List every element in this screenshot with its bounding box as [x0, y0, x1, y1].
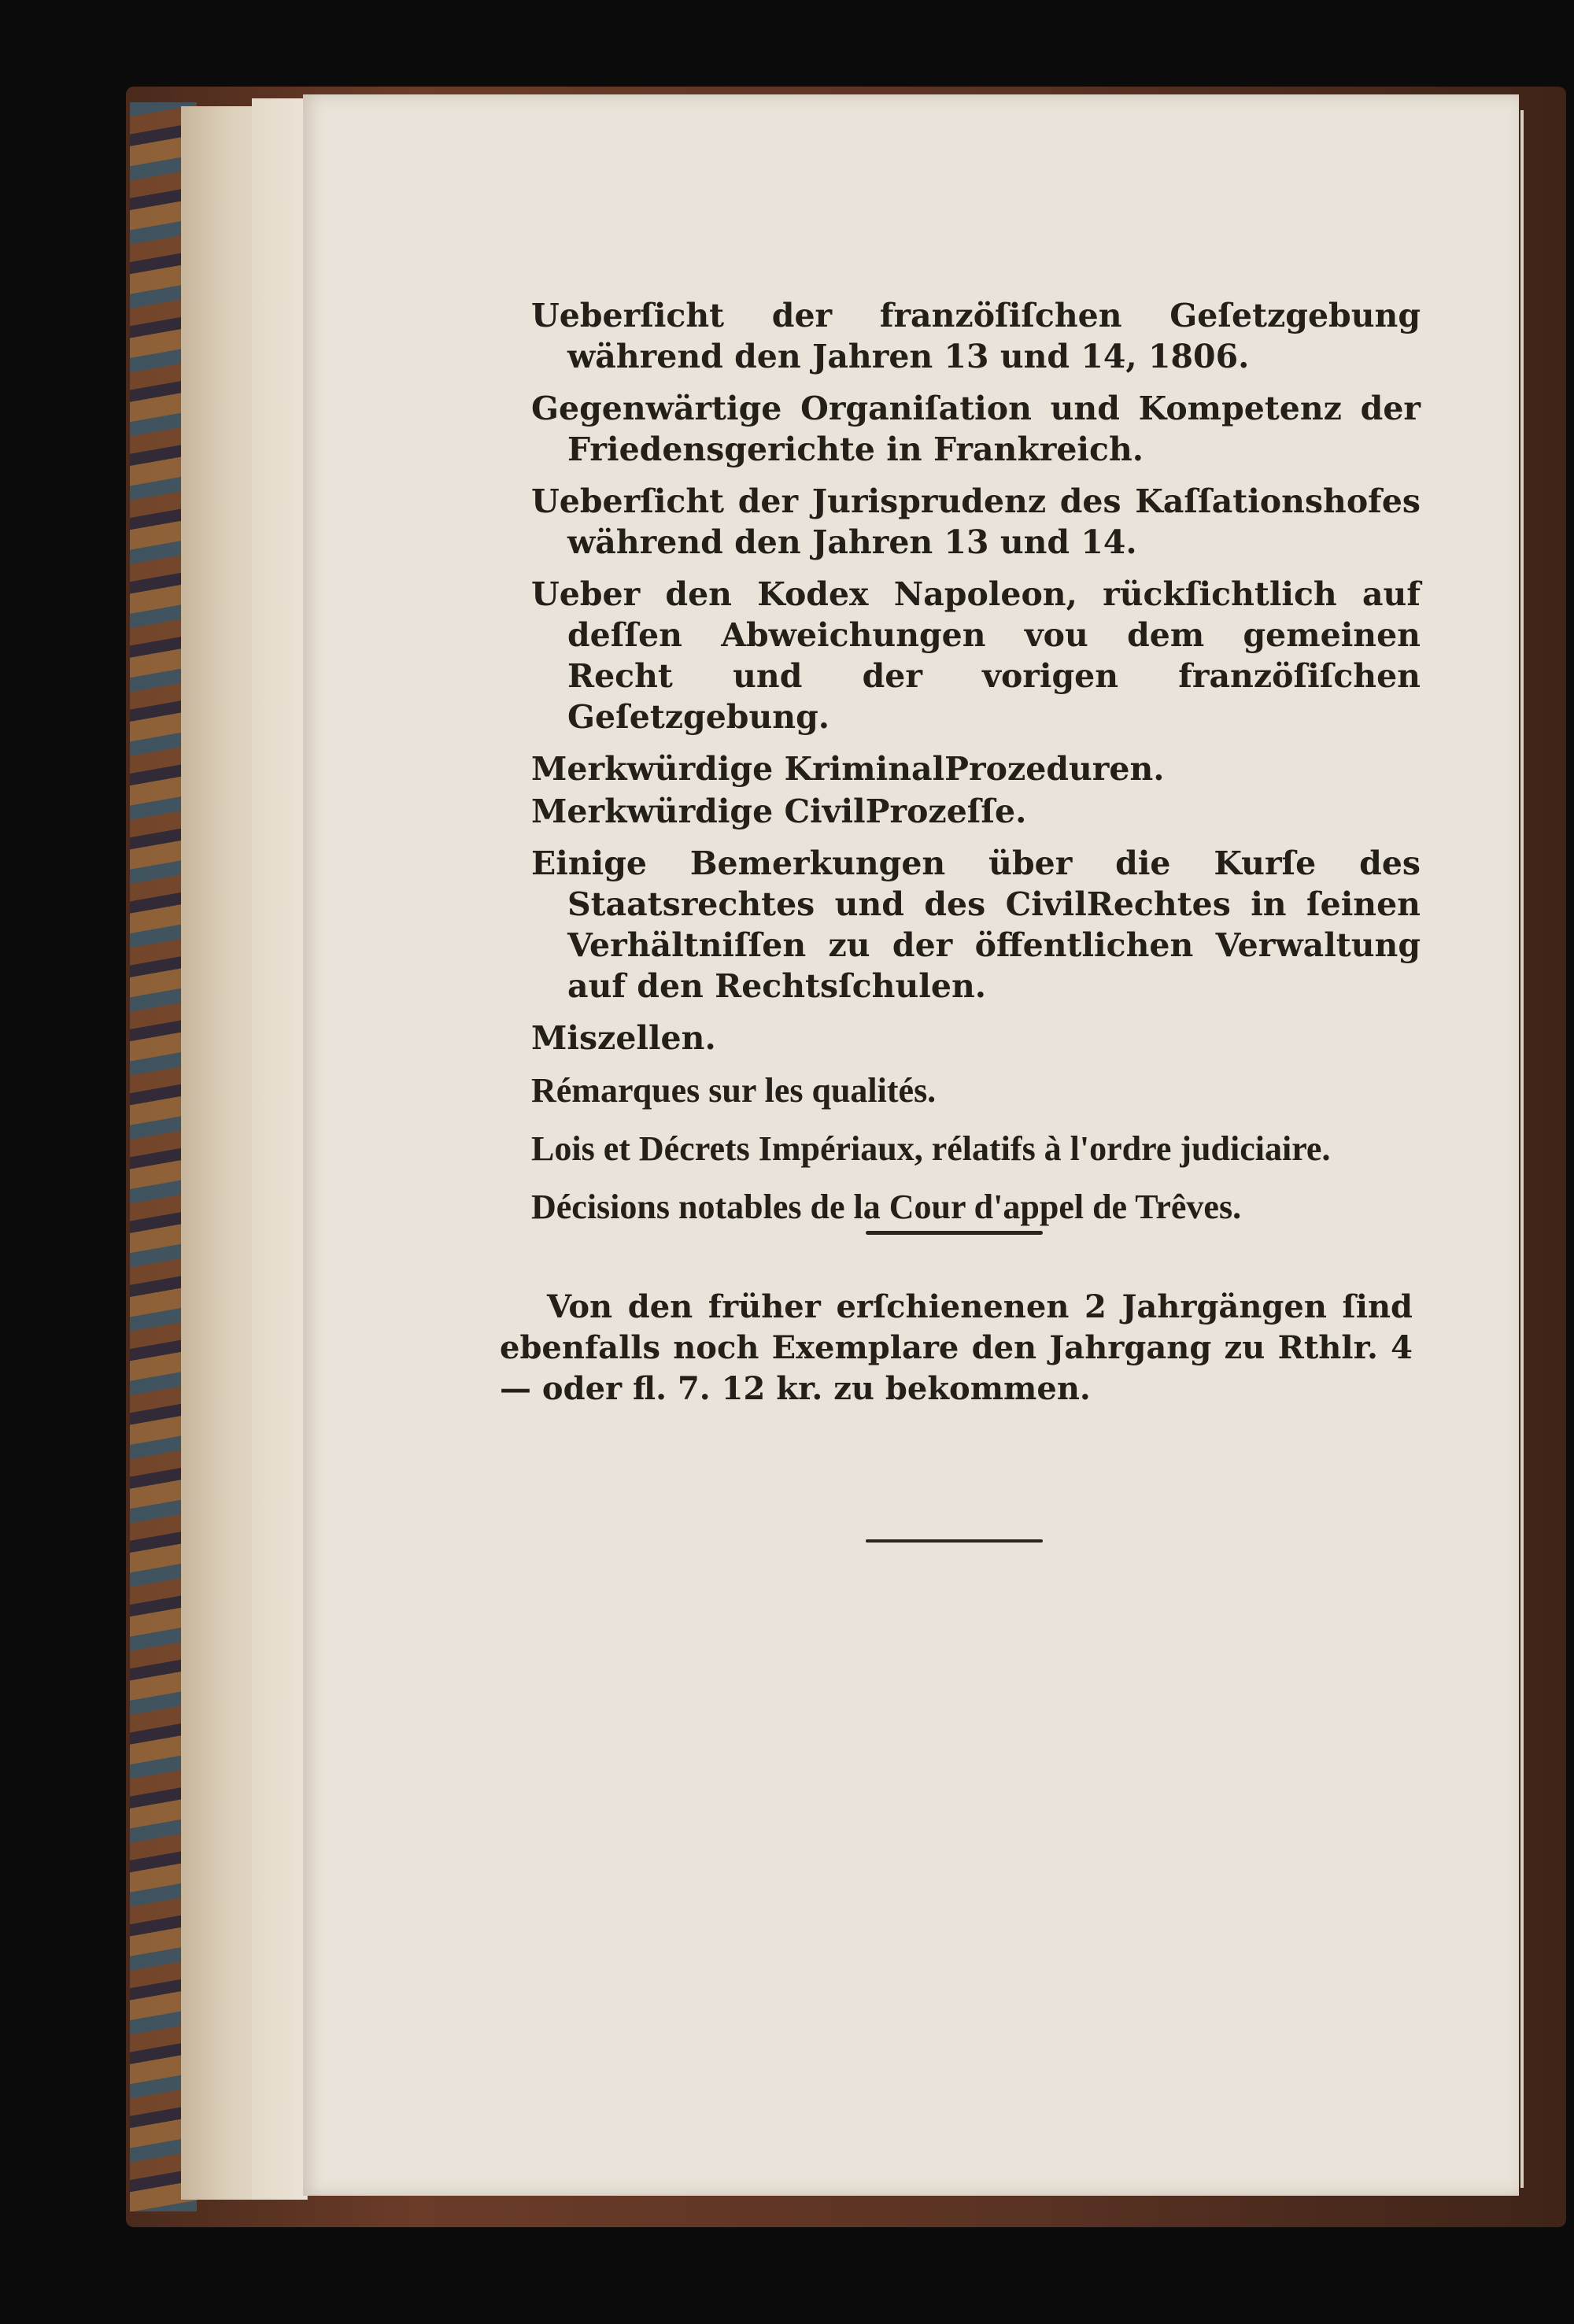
publisher-note: Von den früher erſchienenen 2 Jahrgängen ſind ebenfalls noch Exemplare den Jahrgang zu Rthlr. 4 — oder fl. 7. 12 kr. zu bekommen.: [500, 1288, 1413, 1407]
contents-entry: Ueberſicht der franzöſiſchen Geſetzgebung während den Jahren 13 und 14, 1806.: [531, 297, 1421, 375]
divider-rule: [866, 1231, 1043, 1235]
contents-entry: Gegenwärtige Organiſation und Kompetenz der Friedensgerichte in Frankreich.: [531, 390, 1421, 468]
page-fold-line: [1520, 110, 1524, 2188]
contents-entry: Rémarques sur les qualités.: [531, 1071, 937, 1110]
contents-list: [531, 295, 1421, 1244]
page-stack-edge: [181, 106, 260, 2200]
contents-entry: Décisions notables de la Cour d'appel de Trêves.: [531, 1188, 1242, 1226]
contents-entry: Merkwürdige CivilProzeſſe.: [531, 793, 1027, 830]
page-stack-edge-inner: [252, 98, 308, 2200]
contents-entry: Miszellen.: [531, 1019, 716, 1057]
contents-entry: Merkwürdige KriminalProzeduren.: [531, 750, 1165, 788]
contents-entry: Ueberſicht der Jurisprudenz des Kaſſationshofes während den Jahren 13 und 14.: [531, 482, 1421, 561]
divider-rule: [866, 1539, 1043, 1543]
contents-entry: Lois et Décrets Impériaux, rélatifs à l'ordre judiciaire.: [531, 1129, 1331, 1168]
contents-entry: Ueber den Kodex Napoleon, rückſichtlich auf deſſen Abweichungen vou dem gemeinen Recht und der vorigen franzöſiſchen Geſetzgebung.: [531, 575, 1421, 736]
contents-entry: Einige Bemerkungen über die Kurſe des Staatsrechtes und des CivilRechtes in ſeinen Verhältniſſen zu der öffentlichen Verwaltung auf den Rechtsſchulen.: [531, 844, 1421, 1005]
